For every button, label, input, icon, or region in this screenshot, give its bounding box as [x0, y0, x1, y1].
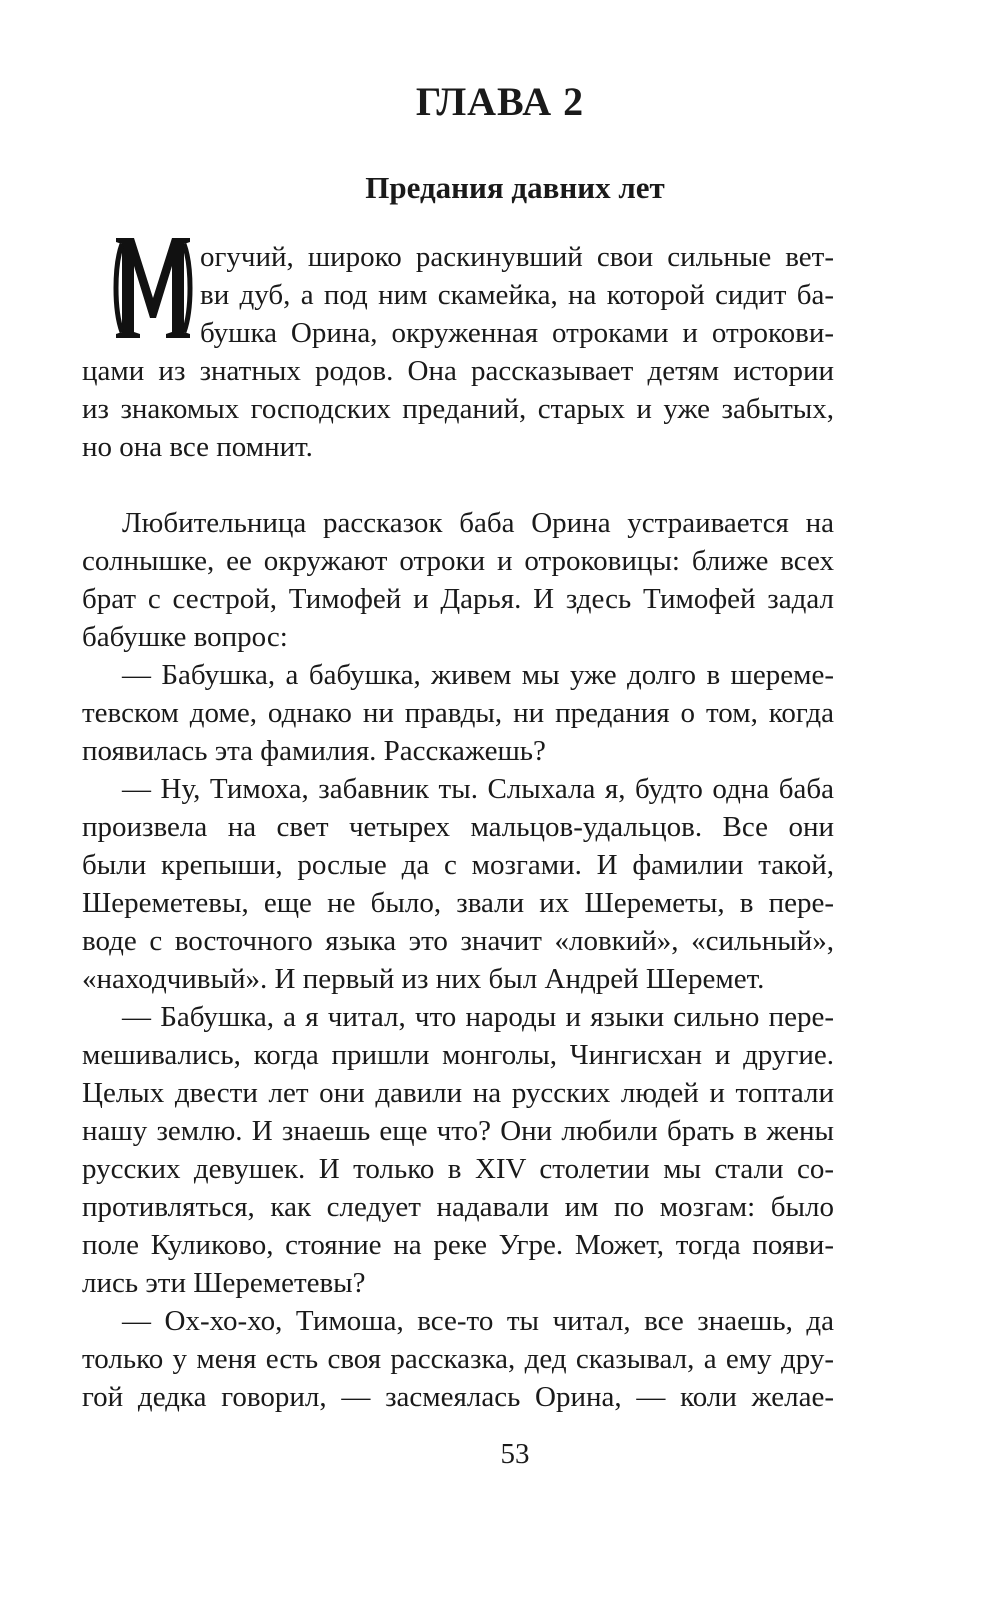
text-line: лись эти Шереметевы?	[82, 1267, 366, 1299]
page-number: 53	[500, 1438, 530, 1470]
text-line: поле Куликово, стояние на реке Угре. Может, тогда появи-	[82, 1229, 834, 1261]
text-line: гой дедка говорил, — засмеялась Орина, — коли желае-	[82, 1381, 834, 1413]
text-line: Любительница рассказок баба Орина устраивается на	[122, 507, 834, 539]
chapter-title: ГЛАВА 2	[415, 79, 585, 124]
text-line: огучий, широко раскинувший свои сильные вет-	[200, 241, 834, 273]
text-line: нашу землю. И знаешь еще что? Они любили брать в жены	[82, 1115, 834, 1147]
text-line: — Ох-хо-хо, Тимоша, все-то ты читал, все знаешь, да	[122, 1305, 834, 1337]
text-line: бабушке вопрос:	[82, 621, 288, 653]
text-line: тевском доме, однако ни правды, ни предания о том, когда	[82, 697, 834, 729]
text-line: — Ну, Тимоха, забавник ты. Слыхала я, будто одна баба	[122, 773, 834, 805]
text-line: Целых двести лет они давили на русских людей и топтали	[82, 1077, 834, 1109]
text-line: солнышке, ее окружают отроки и отроковицы: ближе всех	[82, 545, 834, 577]
text-line: «находчивый». И первый из них был Андрей Шеремет.	[82, 963, 765, 995]
text-line: из знакомых господских преданий, старых и уже забытых,	[82, 393, 834, 425]
text-line: — Бабушка, а бабушка, живем мы уже долго в шереме-	[122, 659, 834, 691]
text-line: цами из знатных родов. Она рассказывает детям истории	[82, 355, 834, 387]
text-line: воде с восточного языка это значит «ловкий», «сильный»,	[82, 925, 834, 957]
text-line: мешивались, когда пришли монголы, Чингисхан и другие.	[82, 1039, 834, 1071]
text-line: бушка Орина, окруженная отроками и отрокови-	[200, 317, 834, 349]
text-line: только у меня есть своя рассказка, дед сказывал, а ему дру-	[82, 1343, 834, 1375]
text-line: произвела на свет четырех мальцов-удальцов. Все они	[82, 811, 834, 843]
text-line: русских девушек. И только в XIV столетии мы стали со-	[82, 1153, 834, 1185]
text-line: противляться, как следует надавали им по мозгам: было	[82, 1191, 834, 1223]
text-line: но она все помнит.	[82, 431, 313, 463]
section-title: Предания давних лет	[365, 170, 665, 205]
text-line: Шереметевы, еще не было, звали их Шереметы, в пере-	[82, 887, 834, 919]
text-line: ви дуб, а под ним скамейка, на которой сидит ба-	[200, 279, 834, 311]
text-line: — Бабушка, а я читал, что народы и языки сильно пере-	[122, 1001, 834, 1033]
text-line: брат с сестрой, Тимофей и Дарья. И здесь Тимофей задал	[82, 583, 834, 615]
drop-cap	[112, 236, 194, 340]
text-line: были крепыши, рослые да с мозгами. И фамилии такой,	[82, 849, 834, 881]
text-line: появилась эта фамилия. Расскажешь?	[82, 735, 546, 767]
